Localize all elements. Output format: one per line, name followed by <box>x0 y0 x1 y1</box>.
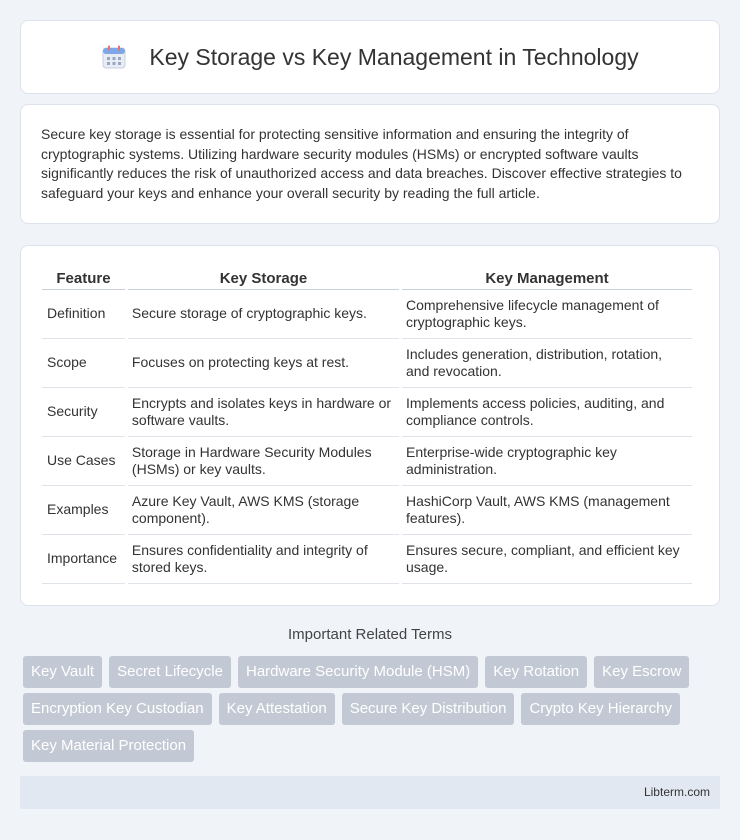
key-storage-cell: Encrypts and isolates keys in hardware or software vaults. <box>128 388 399 437</box>
related-term-tag[interactable]: Encryption Key Custodian <box>23 693 212 725</box>
header-key-storage: Key Storage <box>128 266 399 290</box>
key-management-cell: Implements access policies, auditing, and compliance controls. <box>402 388 692 437</box>
feature-cell: Security <box>42 388 125 437</box>
table-row <box>42 339 692 388</box>
header-key-management: Key Management <box>402 266 692 290</box>
key-management-cell: Comprehensive lifecycle management of cryptographic keys. <box>402 290 692 339</box>
feature-cell: Importance <box>42 535 125 584</box>
header-feature: Feature <box>42 266 125 290</box>
intro-paragraph: Secure key storage is essential for protecting sensitive information and ensuring the integrity of cryptographic systems. Utilizing hardware security modules (HSMs) or encrypted software vaults significantly reduces the risk of unauthorized access and data breaches. Discover effective strategies to safeguard your keys and enhance your overall security by reading the full article. <box>41 126 682 201</box>
key-management-cell: Enterprise-wide cryptographic key administration. <box>402 437 692 486</box>
key-storage-cell: Storage in Hardware Security Modules (HSMs) or key vaults. <box>128 437 399 486</box>
related-term-tag[interactable]: Crypto Key Hierarchy <box>521 693 680 725</box>
related-term-tag[interactable]: Key Escrow <box>594 656 689 688</box>
feature-cell: Examples <box>42 486 125 535</box>
footer <box>20 776 720 809</box>
table-row <box>42 388 692 437</box>
related-term-tag[interactable]: Secret Lifecycle <box>109 656 231 688</box>
related-term-tag[interactable]: Key Material Protection <box>23 730 194 762</box>
related-term-tag[interactable]: Key Attestation <box>219 693 335 725</box>
table-header-row <box>42 266 692 290</box>
comparison-table <box>39 266 695 584</box>
related-term-tag[interactable]: Key Rotation <box>485 656 587 688</box>
related-term-tag[interactable]: Hardware Security Module (HSM) <box>238 656 478 688</box>
key-management-cell: Includes generation, distribution, rotation, and revocation. <box>402 339 692 388</box>
key-storage-cell: Secure storage of cryptographic keys. <box>128 290 399 339</box>
feature-cell: Definition <box>42 290 125 339</box>
key-storage-cell: Ensures confidentiality and integrity of stored keys. <box>128 535 399 584</box>
table-row <box>42 486 692 535</box>
title-card <box>20 20 720 94</box>
intro-card <box>20 104 720 224</box>
comparison-card <box>20 245 720 606</box>
related-terms-list <box>23 656 723 762</box>
footer-site-link[interactable]: Libterm.com <box>643 785 710 799</box>
related-term-tag[interactable]: Secure Key Distribution <box>342 693 515 725</box>
table-row <box>42 437 692 486</box>
key-management-cell: Ensures secure, compliant, and efficient key usage. <box>402 535 692 584</box>
table-row <box>42 290 692 339</box>
key-management-cell: HashiCorp Vault, AWS KMS (management features). <box>402 486 692 535</box>
related-terms-title: Important Related Terms <box>288 626 452 643</box>
feature-cell: Use Cases <box>42 437 125 486</box>
key-storage-cell: Focuses on protecting keys at rest. <box>128 339 399 388</box>
table-row <box>42 535 692 584</box>
feature-cell: Scope <box>42 339 125 388</box>
key-storage-cell: Azure Key Vault, AWS KMS (storage component). <box>128 486 399 535</box>
page-title: Key Storage vs Key Management in Technology <box>149 43 639 70</box>
calendar-grid-icon <box>101 44 127 70</box>
related-term-tag[interactable]: Key Vault <box>23 656 102 688</box>
